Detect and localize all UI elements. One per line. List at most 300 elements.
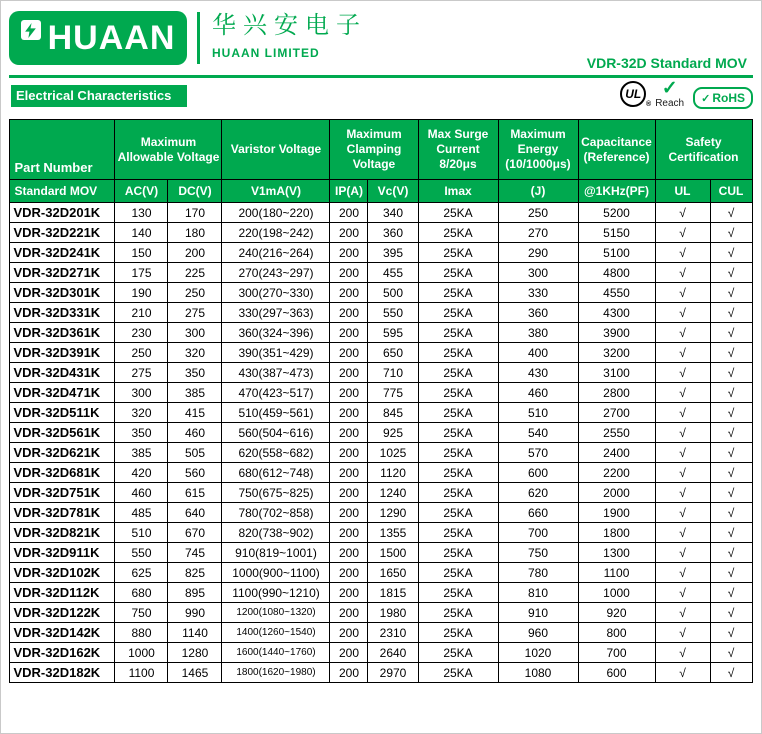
ac-voltage-cell: 1100: [115, 663, 168, 683]
capacitance-cell: 3200: [578, 343, 655, 363]
imax-cell: 25KA: [418, 283, 498, 303]
table-row: [10, 623, 752, 643]
ip-cell: 200: [330, 543, 368, 563]
vc-cell: 1650: [368, 563, 418, 583]
dc-voltage-cell: 180: [168, 223, 222, 243]
part-number-cell: VDR-32D681K: [10, 463, 115, 483]
dc-voltage-cell: 745: [168, 543, 222, 563]
part-number-cell: VDR-32D331K: [10, 303, 115, 323]
part-number-cell: VDR-32D621K: [10, 443, 115, 463]
imax-cell: 25KA: [418, 563, 498, 583]
dc-voltage-cell: 170: [168, 203, 222, 223]
sub-header-vc: Vc(V): [368, 180, 418, 203]
capacitance-cell: 2800: [578, 383, 655, 403]
energy-cell: 600: [498, 463, 578, 483]
energy-cell: 330: [498, 283, 578, 303]
ip-cell: 200: [330, 603, 368, 623]
dc-voltage-cell: 825: [168, 563, 222, 583]
capacitance-cell: 1900: [578, 503, 655, 523]
reach-badge: [655, 79, 684, 109]
part-number-cell: VDR-32D911K: [10, 543, 115, 563]
cul-check-cell: √: [710, 663, 752, 683]
energy-cell: 360: [498, 303, 578, 323]
capacitance-cell: 1000: [578, 583, 655, 603]
ul-check-cell: √: [655, 543, 710, 563]
capacitance-cell: 2200: [578, 463, 655, 483]
part-number-cell: VDR-32D162K: [10, 643, 115, 663]
cul-check-cell: √: [710, 243, 752, 263]
imax-cell: 25KA: [418, 583, 498, 603]
capacitance-cell: 5200: [578, 203, 655, 223]
ac-voltage-cell: 485: [115, 503, 168, 523]
capacitance-cell: 3900: [578, 323, 655, 343]
part-number-cell: VDR-32D241K: [10, 243, 115, 263]
huaan-logo: [9, 11, 187, 65]
ac-voltage-cell: 300: [115, 383, 168, 403]
ip-cell: 200: [330, 243, 368, 263]
part-number-cell: VDR-32D431K: [10, 363, 115, 383]
lightning-icon: [21, 20, 41, 40]
imax-cell: 25KA: [418, 363, 498, 383]
table-row: [10, 663, 752, 683]
ip-cell: 200: [330, 203, 368, 223]
varistor-voltage-cell: 360(324~396): [222, 323, 330, 343]
ac-voltage-cell: 460: [115, 483, 168, 503]
energy-cell: 300: [498, 263, 578, 283]
vc-cell: 845: [368, 403, 418, 423]
certification-badges: [620, 79, 753, 109]
ul-check-cell: √: [655, 603, 710, 623]
imax-cell: 25KA: [418, 663, 498, 683]
imax-cell: 25KA: [418, 643, 498, 663]
dc-voltage-cell: 350: [168, 363, 222, 383]
capacitance-cell: 1300: [578, 543, 655, 563]
dc-voltage-cell: 670: [168, 523, 222, 543]
dc-voltage-cell: 200: [168, 243, 222, 263]
sub-header-1khz-pf: @1KHz(PF): [578, 180, 655, 203]
dc-voltage-cell: 415: [168, 403, 222, 423]
ip-cell: 200: [330, 423, 368, 443]
varistor-voltage-cell: 1600(1440~1760): [222, 643, 330, 663]
sub-header-ul: UL: [655, 180, 710, 203]
ul-check-cell: √: [655, 343, 710, 363]
imax-cell: 25KA: [418, 463, 498, 483]
ip-cell: 200: [330, 443, 368, 463]
capacitance-cell: 2550: [578, 423, 655, 443]
header-safety-certification: Safety Certification: [655, 120, 752, 180]
ac-voltage-cell: 385: [115, 443, 168, 463]
header-part-number: Part Number: [10, 120, 115, 180]
table-row: [10, 343, 752, 363]
imax-cell: 25KA: [418, 603, 498, 623]
ul-check-cell: √: [655, 503, 710, 523]
cul-check-cell: √: [710, 203, 752, 223]
ul-check-cell: √: [655, 623, 710, 643]
table-row: [10, 643, 752, 663]
ip-cell: 200: [330, 523, 368, 543]
vc-cell: 1500: [368, 543, 418, 563]
imax-cell: 25KA: [418, 483, 498, 503]
sub-header-cul: CUL: [710, 180, 752, 203]
energy-cell: 570: [498, 443, 578, 463]
ul-check-cell: √: [655, 383, 710, 403]
dc-voltage-cell: 385: [168, 383, 222, 403]
table-row: [10, 383, 752, 403]
vc-cell: 595: [368, 323, 418, 343]
energy-cell: 660: [498, 503, 578, 523]
page-header: [1, 1, 761, 116]
table-row: [10, 483, 752, 503]
header-varistor-voltage: Varistor Voltage: [222, 120, 330, 180]
cul-check-cell: √: [710, 483, 752, 503]
energy-cell: 540: [498, 423, 578, 443]
imax-cell: 25KA: [418, 523, 498, 543]
imax-cell: 25KA: [418, 623, 498, 643]
ul-logo-text: UL: [625, 87, 642, 101]
capacitance-cell: 700: [578, 643, 655, 663]
sub-header-ac: AC(V): [115, 180, 168, 203]
dc-voltage-cell: 615: [168, 483, 222, 503]
table-row: [10, 603, 752, 623]
part-number-cell: VDR-32D271K: [10, 263, 115, 283]
part-number-cell: VDR-32D751K: [10, 483, 115, 503]
sub-header-row: [10, 180, 752, 203]
table-row: [10, 323, 752, 343]
ac-voltage-cell: 510: [115, 523, 168, 543]
capacitance-cell: 1100: [578, 563, 655, 583]
vc-cell: 2970: [368, 663, 418, 683]
capacitance-cell: 2700: [578, 403, 655, 423]
energy-cell: 700: [498, 523, 578, 543]
ul-logo: [620, 81, 652, 108]
ac-voltage-cell: 175: [115, 263, 168, 283]
capacitance-cell: 3100: [578, 363, 655, 383]
capacitance-cell: 920: [578, 603, 655, 623]
capacitance-cell: 4300: [578, 303, 655, 323]
varistor-voltage-cell: 1400(1260~1540): [222, 623, 330, 643]
dc-voltage-cell: 1280: [168, 643, 222, 663]
varistor-voltage-cell: 1800(1620~1980): [222, 663, 330, 683]
vc-cell: 650: [368, 343, 418, 363]
part-number-cell: VDR-32D391K: [10, 343, 115, 363]
varistor-voltage-cell: 560(504~616): [222, 423, 330, 443]
part-number-cell: VDR-32D361K: [10, 323, 115, 343]
ip-cell: 200: [330, 483, 368, 503]
capacitance-cell: 1800: [578, 523, 655, 543]
imax-cell: 25KA: [418, 323, 498, 343]
energy-cell: 910: [498, 603, 578, 623]
table-row: [10, 243, 752, 263]
ul-check-cell: √: [655, 403, 710, 423]
ac-voltage-cell: 550: [115, 543, 168, 563]
imax-cell: 25KA: [418, 343, 498, 363]
ip-cell: 200: [330, 583, 368, 603]
table-row: [10, 503, 752, 523]
cul-check-cell: √: [710, 423, 752, 443]
header-rule: [9, 75, 753, 78]
ul-check-cell: √: [655, 243, 710, 263]
table-row: [10, 203, 752, 223]
dc-voltage-cell: 225: [168, 263, 222, 283]
ip-cell: 200: [330, 283, 368, 303]
section-banner: Electrical Characteristics: [11, 85, 187, 107]
electrical-characteristics-table: [9, 119, 752, 683]
ul-check-cell: √: [655, 363, 710, 383]
ip-cell: 200: [330, 383, 368, 403]
vc-cell: 1815: [368, 583, 418, 603]
logo-divider: [197, 12, 200, 64]
dc-voltage-cell: 560: [168, 463, 222, 483]
varistor-voltage-cell: 200(180~220): [222, 203, 330, 223]
varistor-voltage-cell: 220(198~242): [222, 223, 330, 243]
table-row: [10, 463, 752, 483]
group-header-row: [10, 120, 752, 180]
ul-check-cell: √: [655, 263, 710, 283]
imax-cell: 25KA: [418, 223, 498, 243]
company-name-en: HUAAN LIMITED: [212, 46, 320, 60]
cul-check-cell: √: [710, 223, 752, 243]
sub-header-imax: Imax: [418, 180, 498, 203]
imax-cell: 25KA: [418, 443, 498, 463]
ul-check-cell: √: [655, 463, 710, 483]
ul-check-cell: √: [655, 223, 710, 243]
ul-check-cell: √: [655, 563, 710, 583]
vc-cell: 1290: [368, 503, 418, 523]
table-row: [10, 283, 752, 303]
energy-cell: 400: [498, 343, 578, 363]
ip-cell: 200: [330, 223, 368, 243]
cul-check-cell: √: [710, 463, 752, 483]
ip-cell: 200: [330, 343, 368, 363]
cul-check-cell: √: [710, 383, 752, 403]
ac-voltage-cell: 625: [115, 563, 168, 583]
part-number-cell: VDR-32D221K: [10, 223, 115, 243]
imax-cell: 25KA: [418, 203, 498, 223]
cul-check-cell: √: [710, 623, 752, 643]
energy-cell: 1080: [498, 663, 578, 683]
part-number-cell: VDR-32D112K: [10, 583, 115, 603]
energy-cell: 270: [498, 223, 578, 243]
part-number-cell: VDR-32D561K: [10, 423, 115, 443]
cul-check-cell: √: [710, 523, 752, 543]
part-number-cell: VDR-32D201K: [10, 203, 115, 223]
document-title: VDR-32D Standard MOV: [586, 55, 747, 71]
imax-cell: 25KA: [418, 243, 498, 263]
vc-cell: 360: [368, 223, 418, 243]
energy-cell: 290: [498, 243, 578, 263]
ul-check-cell: √: [655, 323, 710, 343]
vc-cell: 500: [368, 283, 418, 303]
ac-voltage-cell: 275: [115, 363, 168, 383]
energy-cell: 750: [498, 543, 578, 563]
dc-voltage-cell: 505: [168, 443, 222, 463]
rohs-check-icon: ✓: [701, 92, 711, 105]
imax-cell: 25KA: [418, 403, 498, 423]
ac-voltage-cell: 350: [115, 423, 168, 443]
dc-voltage-cell: 300: [168, 323, 222, 343]
vc-cell: 2310: [368, 623, 418, 643]
table-row: [10, 523, 752, 543]
ul-check-cell: √: [655, 423, 710, 443]
table-row: [10, 443, 752, 463]
ip-cell: 200: [330, 643, 368, 663]
brand-row: [9, 11, 753, 73]
vc-cell: 1980: [368, 603, 418, 623]
part-number-cell: VDR-32D182K: [10, 663, 115, 683]
varistor-voltage-cell: 620(558~682): [222, 443, 330, 463]
ip-cell: 200: [330, 623, 368, 643]
energy-cell: 460: [498, 383, 578, 403]
ip-cell: 200: [330, 403, 368, 423]
dc-voltage-cell: 320: [168, 343, 222, 363]
ip-cell: 200: [330, 663, 368, 683]
reach-label: Reach: [655, 98, 685, 109]
capacitance-cell: 600: [578, 663, 655, 683]
ul-check-cell: √: [655, 303, 710, 323]
ul-check-cell: √: [655, 523, 710, 543]
ip-cell: 200: [330, 463, 368, 483]
header-max-surge-current: Max Surge Current 8/20μs: [418, 120, 498, 180]
ac-voltage-cell: 130: [115, 203, 168, 223]
rohs-label: RoHS: [712, 91, 745, 105]
ul-check-cell: √: [655, 443, 710, 463]
part-number-cell: VDR-32D142K: [10, 623, 115, 643]
capacitance-cell: 800: [578, 623, 655, 643]
dc-voltage-cell: 1140: [168, 623, 222, 643]
energy-cell: 780: [498, 563, 578, 583]
imax-cell: 25KA: [418, 263, 498, 283]
table-row: [10, 403, 752, 423]
varistor-voltage-cell: 470(423~517): [222, 383, 330, 403]
dc-voltage-cell: 895: [168, 583, 222, 603]
logo-text: HUAAN: [47, 18, 176, 57]
energy-cell: 510: [498, 403, 578, 423]
part-number-cell: VDR-32D821K: [10, 523, 115, 543]
imax-cell: 25KA: [418, 303, 498, 323]
ul-check-cell: √: [655, 203, 710, 223]
vc-cell: 340: [368, 203, 418, 223]
ip-cell: 200: [330, 303, 368, 323]
vc-cell: 1355: [368, 523, 418, 543]
imax-cell: 25KA: [418, 543, 498, 563]
header-capacitance: Capacitance(Reference): [578, 120, 655, 180]
header-max-clamping-voltage: Maximum Clamping Voltage: [330, 120, 418, 180]
company-name-cn: 华兴安电子: [212, 12, 367, 39]
varistor-voltage-cell: 240(216~264): [222, 243, 330, 263]
table-row: [10, 223, 752, 243]
ac-voltage-cell: 750: [115, 603, 168, 623]
ul-check-cell: √: [655, 483, 710, 503]
ac-voltage-cell: 150: [115, 243, 168, 263]
cul-check-cell: √: [710, 323, 752, 343]
reach-check-icon: ✓: [661, 78, 678, 99]
cul-check-cell: √: [710, 303, 752, 323]
section-row: [9, 78, 753, 116]
imax-cell: 25KA: [418, 423, 498, 443]
dc-voltage-cell: 250: [168, 283, 222, 303]
vc-cell: 550: [368, 303, 418, 323]
dc-voltage-cell: 275: [168, 303, 222, 323]
vc-cell: 1025: [368, 443, 418, 463]
imax-cell: 25KA: [418, 383, 498, 403]
varistor-voltage-cell: 910(819~1001): [222, 543, 330, 563]
ul-check-cell: √: [655, 663, 710, 683]
cul-check-cell: √: [710, 443, 752, 463]
energy-cell: 1020: [498, 643, 578, 663]
varistor-voltage-cell: 270(243~297): [222, 263, 330, 283]
ip-cell: 200: [330, 323, 368, 343]
energy-cell: 620: [498, 483, 578, 503]
ac-voltage-cell: 680: [115, 583, 168, 603]
vc-cell: 710: [368, 363, 418, 383]
ip-cell: 200: [330, 503, 368, 523]
part-number-cell: VDR-32D102K: [10, 563, 115, 583]
capacitance-cell: 2400: [578, 443, 655, 463]
cul-check-cell: √: [710, 403, 752, 423]
table-row: [10, 303, 752, 323]
ul-check-cell: √: [655, 583, 710, 603]
dc-voltage-cell: 460: [168, 423, 222, 443]
table-row: [10, 423, 752, 443]
ac-voltage-cell: 140: [115, 223, 168, 243]
part-number-cell: VDR-32D511K: [10, 403, 115, 423]
varistor-voltage-cell: 430(387~473): [222, 363, 330, 383]
vc-cell: 395: [368, 243, 418, 263]
varistor-voltage-cell: 1100(990~1210): [222, 583, 330, 603]
ip-cell: 200: [330, 563, 368, 583]
capacitance-cell: 5150: [578, 223, 655, 243]
vc-cell: 455: [368, 263, 418, 283]
varistor-voltage-cell: 750(675~825): [222, 483, 330, 503]
vc-cell: 775: [368, 383, 418, 403]
table-row: [10, 563, 752, 583]
cul-check-cell: √: [710, 543, 752, 563]
vc-cell: 2640: [368, 643, 418, 663]
header-max-allowable-voltage: Maximum Allowable Voltage: [115, 120, 222, 180]
sub-header-dc: DC(V): [168, 180, 222, 203]
capacitance-cell: 4550: [578, 283, 655, 303]
varistor-voltage-cell: 680(612~748): [222, 463, 330, 483]
dc-voltage-cell: 1465: [168, 663, 222, 683]
varistor-voltage-cell: 300(270~330): [222, 283, 330, 303]
energy-cell: 380: [498, 323, 578, 343]
sub-header-ip: IP(A): [330, 180, 368, 203]
ul-check-cell: √: [655, 643, 710, 663]
cul-check-cell: √: [710, 363, 752, 383]
vc-cell: 925: [368, 423, 418, 443]
ac-voltage-cell: 1000: [115, 643, 168, 663]
ac-voltage-cell: 250: [115, 343, 168, 363]
energy-cell: 250: [498, 203, 578, 223]
varistor-voltage-cell: 1200(1080~1320): [222, 603, 330, 623]
cul-check-cell: √: [710, 643, 752, 663]
cul-check-cell: √: [710, 583, 752, 603]
company-block: [212, 11, 367, 60]
varistor-voltage-cell: 780(702~858): [222, 503, 330, 523]
part-number-cell: VDR-32D122K: [10, 603, 115, 623]
ul-check-cell: √: [655, 283, 710, 303]
table-row: [10, 583, 752, 603]
sub-header-standard-mov: Standard MOV: [10, 180, 115, 203]
ac-voltage-cell: 880: [115, 623, 168, 643]
capacitance-cell: 2000: [578, 483, 655, 503]
part-number-cell: VDR-32D301K: [10, 283, 115, 303]
ul-registered-mark: ®: [646, 101, 652, 108]
capacitance-cell: 4800: [578, 263, 655, 283]
table-row: [10, 263, 752, 283]
ac-voltage-cell: 210: [115, 303, 168, 323]
energy-cell: 960: [498, 623, 578, 643]
